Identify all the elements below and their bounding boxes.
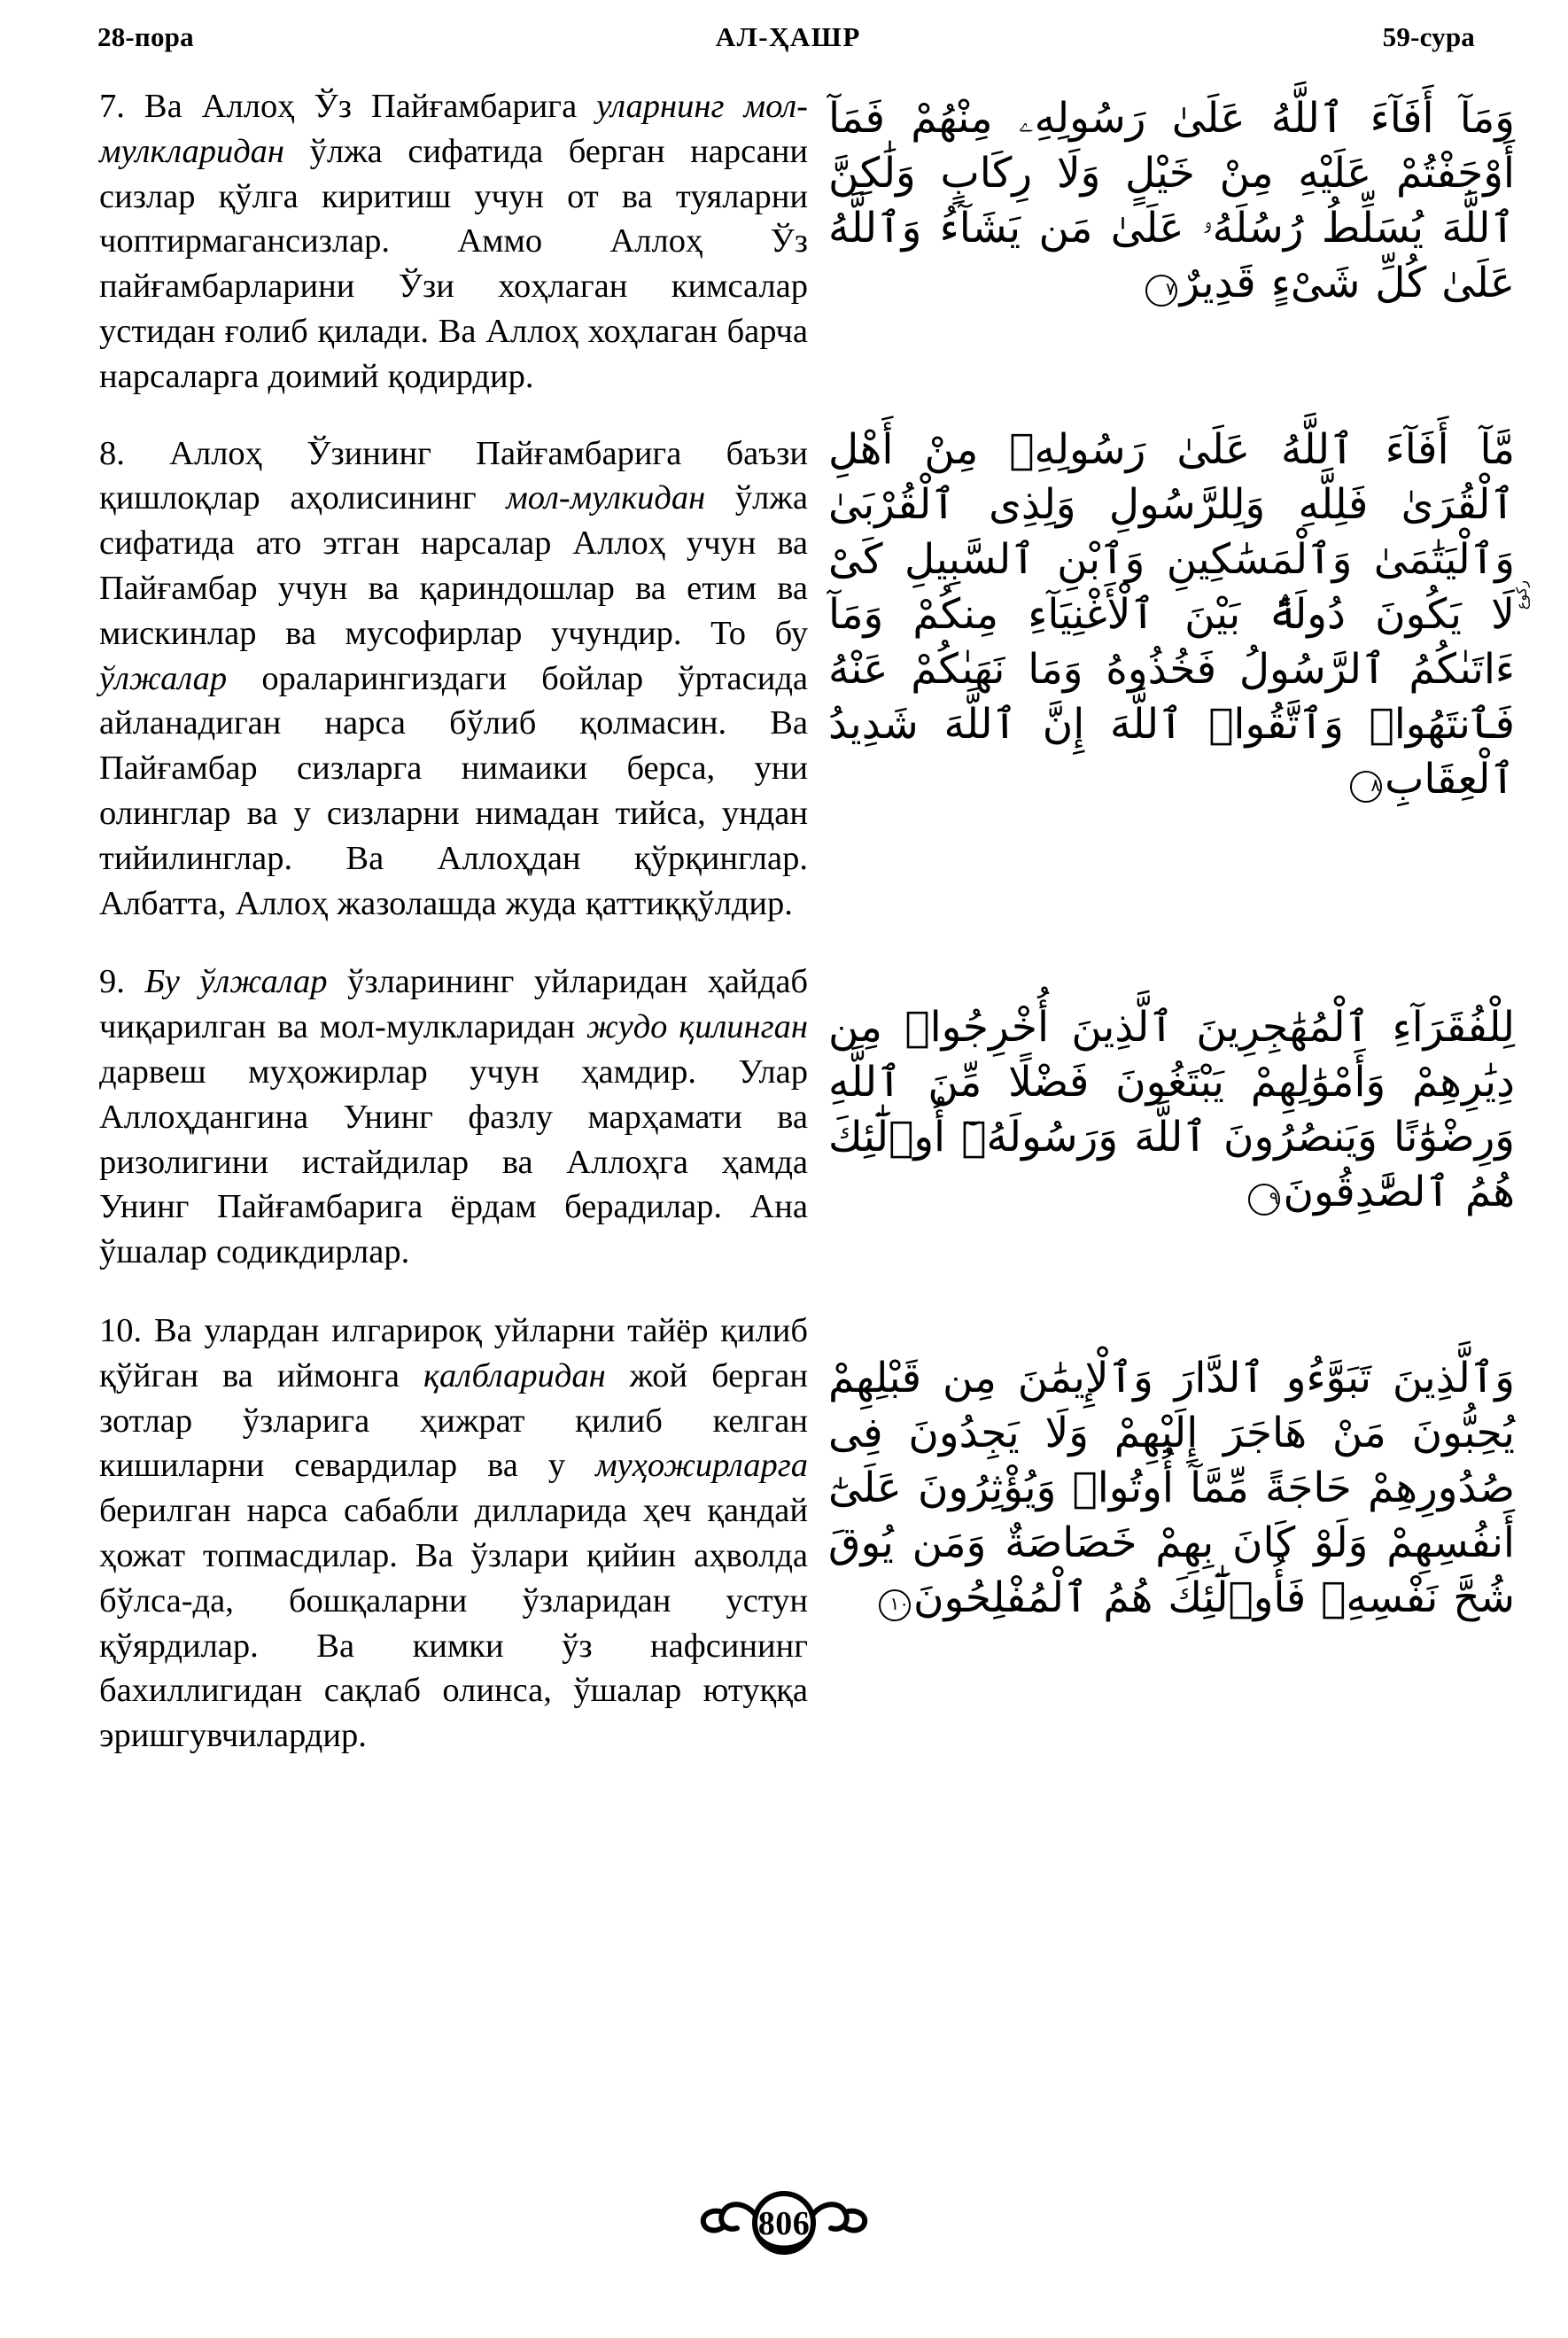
translation-verse-8 bbox=[99, 431, 808, 927]
arabic-text-10: وَٱلَّذِينَ تَبَوَّءُو ٱلدَّارَ وَٱلْإِيمَٰنَ مِن قَبْلِهِمْ يُحِبُّونَ مَنْ هَاجَرَ إِلَيْهِمْ وَلَا يَجِدُونَ فِى صُدُورِهِمْ حَاجَةً مِّمَّآ أُوتُوا۟ وَيُؤْثِرُونَ عَلَىٰٓ أَنفُسِهِمْ وَلَوْ كَانَ بِهِمْ خَصَاصَةٌ وَمَن يُوقَ شُحَّ نَفْسِهِۦ فَأُو۟لَٰٓئِكَ هُمُ ٱلْمُفْلِحُونَ bbox=[828, 1354, 1515, 1622]
verse-number-9: 9. bbox=[99, 963, 125, 1001]
arabic-text-7: وَمَآ أَفَآءَ ٱللَّهُ عَلَىٰ رَسُولِهِۦ مِنْهُمْ فَمَآ أَوْجَفْتُمْ عَلَيْهِ مِنْ خَيْلٍ وَلَا رِكَابٍ وَلَٰكِنَّ ٱللَّهَ يُسَلِّطُ رُسُلَهُۥ عَلَىٰ مَن يَشَآءُ وَٱللَّهُ عَلَىٰ كُلِّ شَىْءٍ قَدِيرٌ bbox=[828, 94, 1515, 307]
translation-verse-7 bbox=[99, 84, 808, 400]
arabic-text-9: لِلْفُقَرَآءِ ٱلْمُهَٰجِرِينَ ٱلَّذِينَ أُخْرِجُوا۟ مِن دِيَٰرِهِمْ وَأَمْوَٰلِهِمْ يَبْتَغُونَ فَضْلًا مِّنَ ٱللَّهِ وَرِضْوَٰنًا وَيَنصُرُونَ ٱللَّهَ وَرَسُولَهُۥٓ أُو۟لَٰٓئِكَ هُمُ ٱلصَّٰدِقُونَ bbox=[828, 1003, 1515, 1216]
arabic-verse-9 bbox=[828, 1000, 1515, 1220]
surah-title: АЛ-ҲАШР bbox=[715, 21, 861, 52]
ayah-marker-9: ٩ bbox=[1248, 1184, 1280, 1216]
translation-verse-9 bbox=[99, 959, 808, 1275]
verse-number-8: 8. bbox=[99, 434, 125, 472]
translation-verse-10 bbox=[99, 1309, 808, 1759]
ayah-marker-7: ٧ bbox=[1145, 275, 1177, 307]
verse-text-10: Ва улардан илгарироқ уйларни тайёр қилиб қўйган ва иймонга қалбларидан жой берган зотлар ўзларига ҳижрат қилиб келган кишиларни севардилар ва у муҳожирларга берилган нарса сабабли дилларида ҳеч қандай ҳожат топмасдилар. Ва ўзлари қийин аҳволда бўлса-да, бошқаларни ўзларидан устун қўярдилар. Ва кимки ўз нафсининг бахиллигидан сақлаб олинса, ўшалар ютуққа эришгувчилардир. bbox=[99, 1311, 808, 1755]
page-body bbox=[0, 84, 1568, 2193]
arabic-verse-7 bbox=[828, 91, 1515, 311]
verse-text-7: Ва Аллоҳ Ўз Пайғамбарига уларнинг мол-мулкларидан ўлжа сифатида берган нарсани сизлар қўлга киритиш учун от ва туяларни чоптирмагансизлар. Аммо Аллоҳ Ўз пайғамбарларини Ўзи хоҳлаган кимсалар устидан ғолиб қилади. Ва Аллоҳ хоҳлаган барча нарсаларга доимий қодирдир. bbox=[99, 88, 808, 395]
running-head bbox=[97, 16, 1475, 58]
arabic-column bbox=[828, 84, 1530, 1626]
translation-column bbox=[99, 84, 808, 1790]
verse-number-7: 7. bbox=[99, 88, 125, 125]
verse-number-10: 10. bbox=[99, 1311, 143, 1349]
page-number: 806 bbox=[757, 2205, 811, 2242]
ayah-marker-8: ٨ bbox=[1350, 771, 1382, 803]
arabic-verse-10 bbox=[828, 1351, 1515, 1626]
arabic-text-8: مَّآ أَفَآءَ ٱللَّهُ عَلَىٰ رَسُولِهِۦ مِنْ أَهْلِ ٱلْقُرَىٰ فَلِلَّهِ وَلِلرَّسُولِ وَلِذِى ٱلْقُرْبَىٰ وَٱلْيَتَٰمَىٰ وَٱلْمَسَٰكِينِ وَٱبْنِ ٱلسَّبِيلِ كَىْ لَا يَكُونَ دُولَةًۢ بَيْنَ ٱلْأَغْنِيَآءِ مِنكُمْ وَمَآ ءَاتَىٰكُمُ ٱلرَّسُولُ فَخُذُوهُ وَمَا نَهَىٰكُمْ عَنْهُ فَٱنتَهُوا۟ وَٱتَّقُوا۟ ٱللَّهَ إِنَّ ٱللَّهَ شَدِيدُ ٱلْعِقَابِ bbox=[828, 425, 1515, 804]
ruku-side-note: ركوع bbox=[1513, 580, 1530, 610]
arabic-verse-8 bbox=[828, 423, 1515, 807]
juz-label: 28-пора bbox=[97, 21, 194, 52]
ayah-marker-10: ١٠ bbox=[879, 1589, 911, 1621]
surah-number-label: 59-сура bbox=[1382, 21, 1475, 52]
page-footer bbox=[0, 2184, 1568, 2269]
folio-ornament bbox=[682, 2186, 886, 2267]
verse-text-8: Аллоҳ Ўзининг Пайғамбарига баъзи қишлоқлар аҳолисининг мол-мулкидан ўлжа сифатида ато этган нарсалар Аллоҳ учун ва Пайғамбар учун ва қариндошлар ва етим ва мискинлар ва мусофирлар учундир. То бу ўлжалар ораларингиздаги бойлар ўртасида айланадиган нарса бўлиб қолмасин. Ва Пайғамбар сизларга нимаики берса, уни олинглар ва у сизларни нимадан тийса, ундан тийилинглар. Ва Аллоҳдан қўрқинглар. Албатта, Аллоҳ жазолашда жуда қаттиққўлдир. bbox=[99, 434, 808, 922]
verse-text-9: Бу ўлжалар ўзларининг уйларидан ҳайдаб чиқарилган ва мол-мулкларидан жудо қилинган дарвеш муҳожирлар учун ҳамдир. Улар Аллоҳдангина Унинг фазлу марҳамати ва ризолигини истайдилар ва Аллоҳга ҳамда Унинг Пайғамбарига ёрдам берадилар. Ана ўшалар содикдирлар. bbox=[99, 963, 808, 1271]
